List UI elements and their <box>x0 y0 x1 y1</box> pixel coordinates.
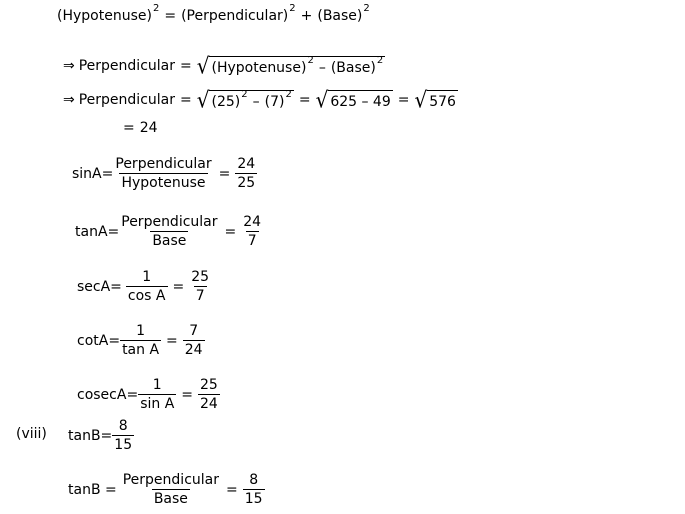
exponent: 2 <box>307 55 314 66</box>
numerator: 25 <box>191 269 210 285</box>
equals-sign: = <box>218 165 231 182</box>
perpendicular-label: Perpendicular <box>78 58 175 74</box>
equals-sign: = <box>224 223 237 240</box>
equals-sign: = <box>172 278 185 295</box>
exponent: 2 <box>363 3 370 14</box>
ratio-label: secA= <box>77 278 122 295</box>
equals-sign: = <box>180 92 192 108</box>
fraction <box>189 270 211 303</box>
implies-arrow: ⇒ <box>63 92 75 108</box>
exponent: 2 <box>152 3 160 14</box>
fraction <box>198 378 220 411</box>
equals-sign: = <box>180 58 192 74</box>
radical-icon: √ <box>196 52 210 80</box>
cosec-a-ratio <box>77 378 220 411</box>
value-term: (25) <box>211 94 241 110</box>
equals-sign: = <box>166 332 178 349</box>
ratio-label: cosecA= <box>77 386 139 403</box>
minus-sign: – <box>252 94 260 110</box>
numerator: 25 <box>200 377 218 393</box>
value-term: (7) <box>264 94 285 110</box>
numerator: Perpendicular <box>115 156 212 172</box>
perpendicular-term: (Perpendicular) <box>181 8 289 24</box>
cot-a-ratio <box>77 324 205 357</box>
ratio-label: sinA= <box>72 165 114 182</box>
numerator: Perpendicular <box>122 472 219 488</box>
ratio-label: tanA= <box>75 223 120 240</box>
denominator: 7 <box>247 233 257 249</box>
tan-b-ratio <box>68 473 265 506</box>
denominator: tan A <box>122 342 160 358</box>
perpendicular-calculation <box>63 86 458 114</box>
tan-a-ratio <box>75 215 263 248</box>
sec-a-ratio <box>77 270 211 303</box>
numerator: 1 <box>136 323 145 339</box>
perpendicular-formula <box>63 52 385 80</box>
fraction <box>138 378 176 411</box>
numerator: 1 <box>142 269 152 285</box>
fraction <box>235 157 257 190</box>
denominator: cos A <box>127 288 166 304</box>
square-root <box>196 52 385 80</box>
square-root <box>414 86 457 114</box>
fraction <box>121 473 221 506</box>
part-viii-marker <box>16 427 47 441</box>
numerator: 1 <box>152 377 162 393</box>
square-root <box>196 86 294 114</box>
fraction <box>119 215 219 248</box>
numerator: 8 <box>249 472 259 488</box>
numerator: Perpendicular <box>121 214 218 230</box>
denominator: 7 <box>195 288 205 304</box>
denominator: 15 <box>114 437 133 453</box>
radical-icon: √ <box>315 86 329 114</box>
fraction <box>183 324 205 357</box>
implies-arrow: ⇒ <box>63 58 75 74</box>
radical-icon: √ <box>196 86 210 114</box>
result-value: 24 <box>139 120 158 136</box>
denominator: Hypotenuse <box>121 175 206 191</box>
exponent: 2 <box>241 89 248 100</box>
equals-sign: = <box>181 386 194 403</box>
denominator: 25 <box>237 175 256 191</box>
denominator: sin A <box>140 396 175 412</box>
square-root <box>315 86 393 114</box>
tan-b-given <box>68 419 134 452</box>
sin-a-ratio <box>72 157 257 190</box>
fraction <box>126 270 168 303</box>
numerator: 8 <box>118 418 128 434</box>
fraction <box>120 324 161 357</box>
perpendicular-label: Perpendicular <box>78 92 175 108</box>
hypotenuse-term: (Hypotenuse) <box>211 60 307 76</box>
denominator: Base <box>152 233 187 249</box>
equals-sign: = <box>397 92 410 108</box>
pythagoras-equation <box>57 3 370 24</box>
equals-sign: = <box>298 92 311 108</box>
equals-sign: = <box>226 481 238 498</box>
perpendicular-result <box>123 121 158 135</box>
denominator: 15 <box>244 491 263 507</box>
exponent: 2 <box>285 89 292 100</box>
denominator: 24 <box>200 396 218 412</box>
numerator: 24 <box>243 214 262 230</box>
fraction <box>112 419 134 452</box>
ratio-label: cotA= <box>77 332 121 349</box>
numerator: 7 <box>189 323 199 339</box>
equals-sign: = <box>123 120 135 136</box>
exponent: 2 <box>289 3 296 14</box>
minus-sign: – <box>318 60 326 76</box>
equals-sign: = <box>164 8 177 24</box>
fraction <box>243 473 265 506</box>
radical-icon: √ <box>414 86 428 114</box>
numerator: 24 <box>237 156 256 172</box>
exponent: 2 <box>376 55 384 66</box>
base-term: (Base) <box>317 8 363 24</box>
denominator: 24 <box>184 342 203 358</box>
part-label: (viii) <box>16 426 47 442</box>
fraction <box>241 215 263 248</box>
ratio-label: tanB= <box>68 427 113 444</box>
denominator: Base <box>153 491 188 507</box>
hypotenuse-term: (Hypotenuse) <box>57 8 152 24</box>
radicand: 625 – 49 <box>330 94 391 110</box>
fraction <box>113 157 213 190</box>
ratio-label: tanB = <box>68 481 117 498</box>
radicand: 576 <box>429 94 456 110</box>
base-term: (Base) <box>330 60 376 76</box>
plus-sign: + <box>300 8 313 24</box>
